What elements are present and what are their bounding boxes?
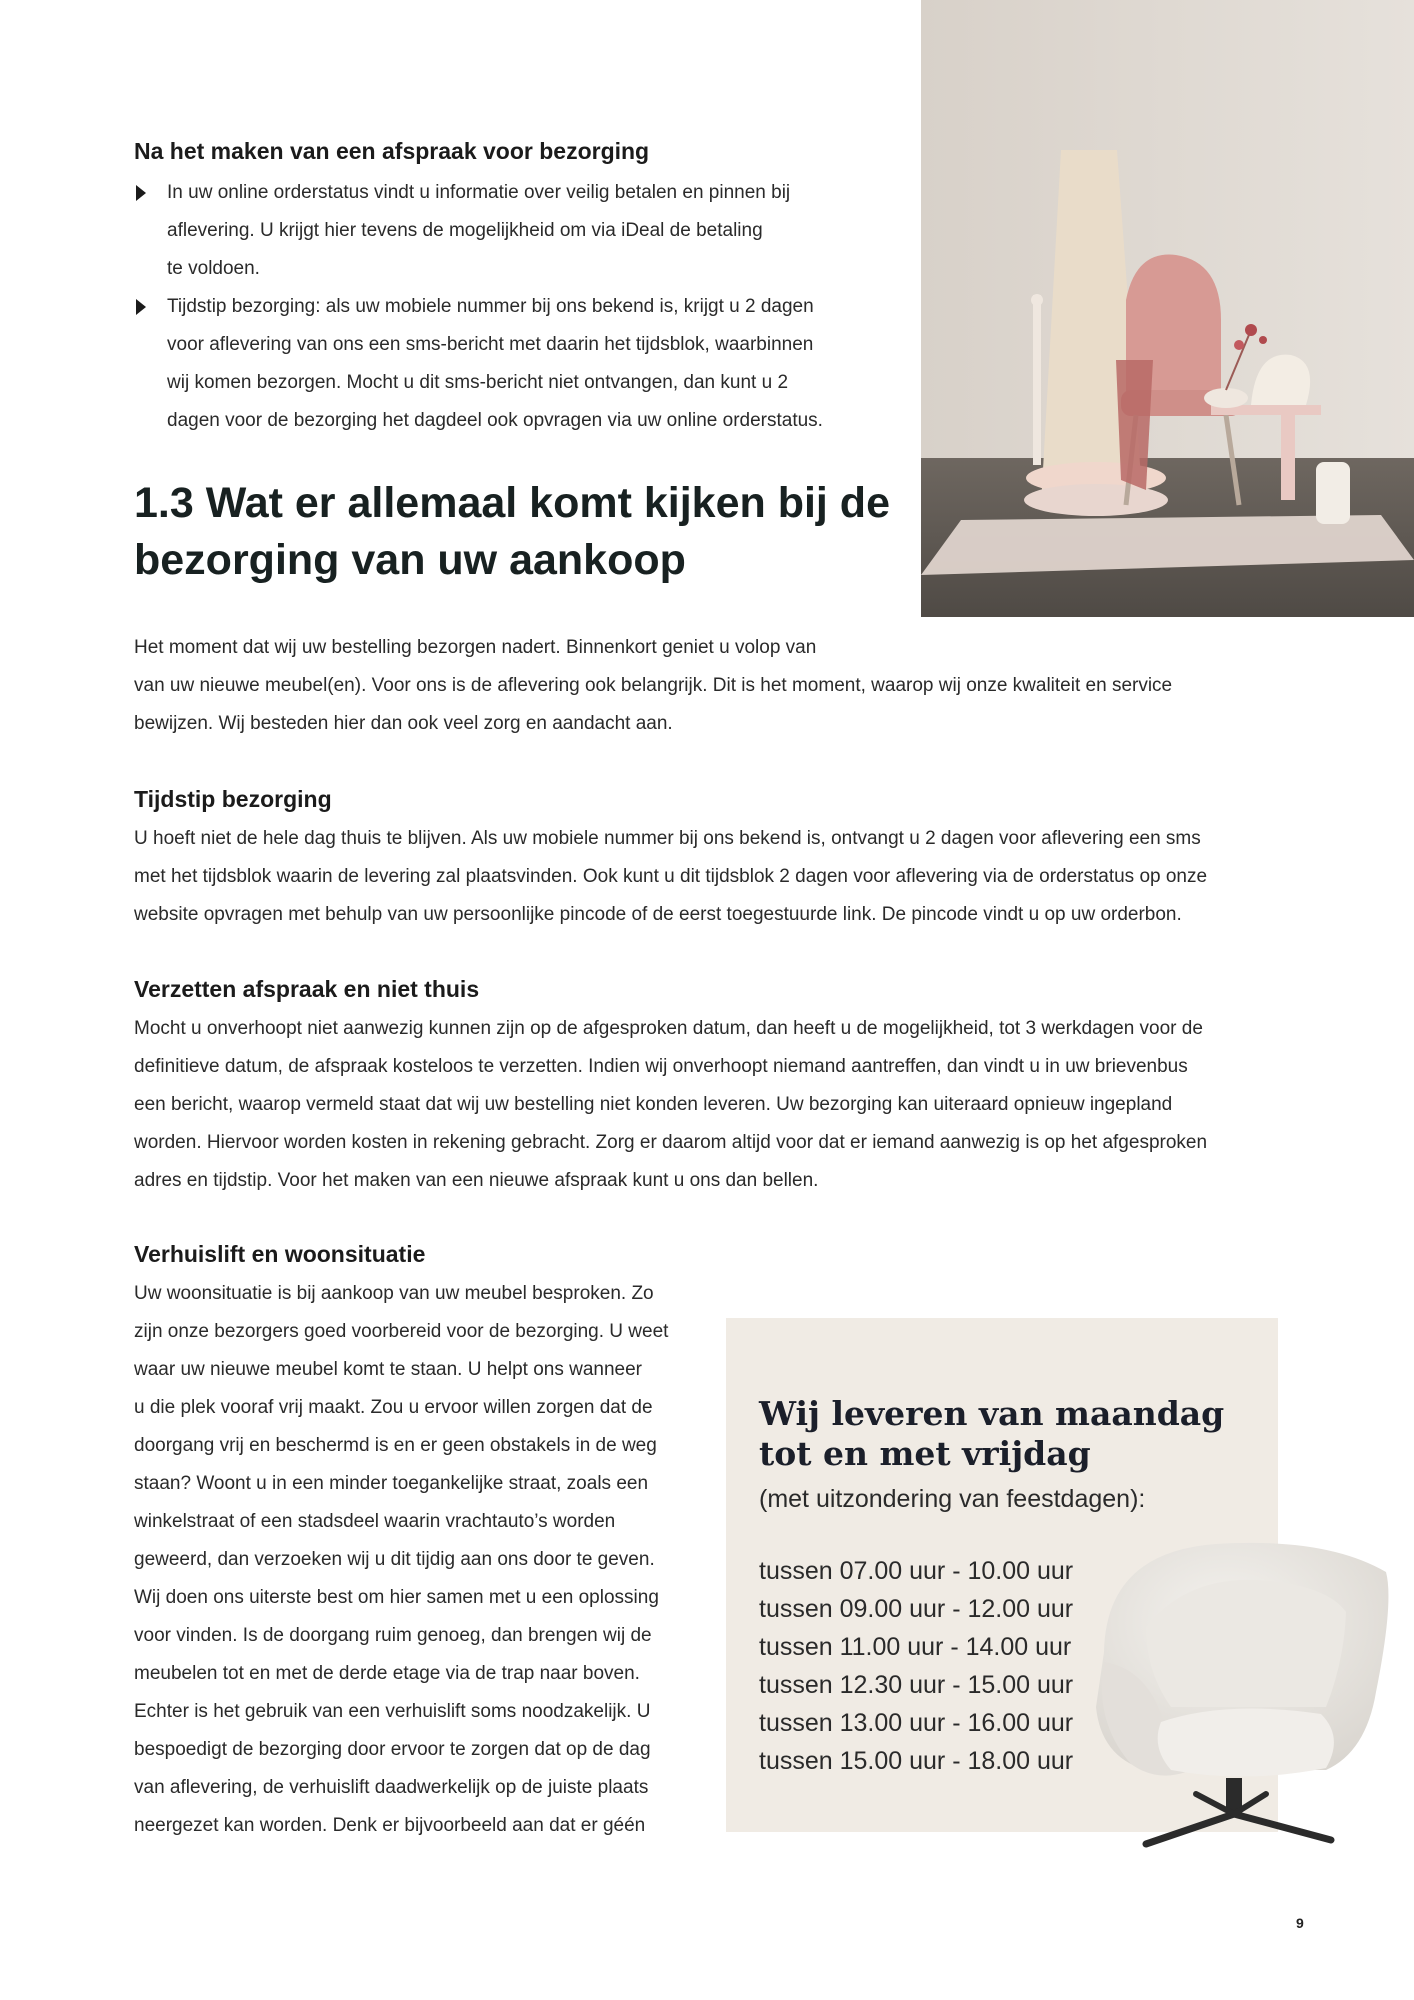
tijdstip-paragraph: U hoeft niet de hele dag thuis te blijven. Als uw mobiele nummer bij ons bekend is, ontvangt u 2 dagen voor aflevering een sms met het tijdsblok waarin de levering zal plaatsvinden. Ook kunt u dit tijdsblok 2 dagen voor aflevering via de orderstatus op onze website opvragen met behulp van uw persoonlijke pincode of de eerst toegestuurde link. De pincode vindt u op uw orderbon.: [134, 828, 1208, 925]
heading-tijdstip: Tijdstip bezorging: [134, 786, 332, 812]
triangle-bullet-icon: [136, 299, 146, 315]
time-slot: tussen 11.00 uur - 14.00 uur: [759, 1633, 1072, 1661]
after-appointment-bullets: [134, 174, 894, 440]
verzetten-paragraph: Mocht u onverhoopt niet aanwezig kunnen zijn op de afgesproken datum, dan heeft u de mogelijkheid, tot 3 werkdagen voor de definitieve datum, de afspraak kosteloos te verzetten. Indien wij onverhoopt niemand aantreffen, dan vindt u in uw brievenbus een bericht, waarop vermeld staat dat wij uw bestelling niet konden leveren. Uw bezorging kan uiteraard opnieuw ingepland worden. Hiervoor worden kosten in rekening gebracht. Zorg er daarom altijd voor dat er iemand aanwezig is op het afgesproken adres en tijdstip. Voor het maken van een nieuwe afspraak kunt u ons dan bellen.: [134, 1018, 1208, 1191]
time-slot: tussen 07.00 uur - 10.00 uur: [759, 1557, 1074, 1585]
armchair-image: [1076, 1532, 1396, 1854]
interior-photo: [921, 0, 1414, 617]
bullet-item: In uw online orderstatus vindt u informatie over veilig betalen en pinnen bij aflevering. U krijgt hier tevens de mogelijkheid om via iDeal de betaling te voldoen.: [134, 174, 894, 288]
heading-after-appointment: Na het maken van een afspraak voor bezorging: [134, 138, 650, 164]
time-slot: tussen 09.00 uur - 12.00 uur: [759, 1595, 1074, 1623]
holiday-note: (met uitzondering van feestdagen):: [759, 1485, 1146, 1513]
armchair-illustration: [1076, 1532, 1396, 1854]
time-slot: tussen 12.30 uur - 15.00 uur: [759, 1671, 1074, 1699]
time-slot: tussen 15.00 uur - 18.00 uur: [759, 1747, 1074, 1775]
time-slot: tussen 13.00 uur - 16.00 uur: [759, 1709, 1074, 1737]
interior-photo-illustration: [921, 0, 1414, 617]
chapter-title: 1.3 Wat er allemaal komt kijken bij de bezorging van uw aankoop: [134, 479, 890, 584]
page-number: 9: [1296, 1915, 1304, 1931]
bullet-item: Tijdstip bezorging: als uw mobiele nummer bij ons bekend is, krijgt u 2 dagen voor aflevering van ons een sms-bericht met daarin het tijdsblok, waarbinnen wij komen bezorgen. Mocht u dit sms-bericht niet ontvangen, dan kunt u 2 dagen voor de bezorging het dagdeel ook opvragen via uw online orderstatus.: [134, 288, 894, 440]
delivery-time-slots: [759, 1552, 1073, 1780]
intro-paragraph: Het moment dat wij uw bestelling bezorgen nadert. Binnenkort geniet u volop van van uw nieuwe meubel(en). Voor ons is de aflevering ook belangrijk. Dit is het moment, waarop wij onze kwaliteit en service bewijzen. Wij besteden hier dan ook veel zorg en aandacht aan.: [134, 637, 1173, 734]
delivery-days-title: Wij leveren van maandag tot en met vrijdag: [759, 1394, 1225, 1473]
triangle-bullet-icon: [136, 185, 146, 201]
verhuislift-paragraph: Uw woonsituatie is bij aankoop van uw meubel besproken. Zo zijn onze bezorgers goed voorbereid voor de bezorging. U weet waar uw nieuwe meubel komt te staan. U helpt ons wanneer u die plek vooraf vrij maakt. Zou u ervoor willen zorgen dat de doorgang vrij en beschermd is en er geen obstakels in de weg staan? Woont u in een minder toegankelijke straat, zoals een winkelstraat of een stadsdeel waarin vrachtauto’s worden geweerd, dan verzoeken wij u dit tijdig aan ons door te geven. Wij doen ons uiterste best om hier samen met u een oplossing voor vinden. Is de doorgang ruim genoeg, dan brengen wij de meubelen tot en met de derde etage via de trap naar boven. Echter is het gebruik van een verhuislift soms noodzakelijk. U bespoedigt de bezorging door ervoor te zorgen dat op de dag van aflevering, de verhuislift daadwerkelijk op de juiste plaats neergezet kan worden. Denk er bijvoorbeeld aan dat er géén: [134, 1283, 669, 1836]
heading-verhuislift: Verhuislift en woonsituatie: [134, 1241, 426, 1267]
heading-verzetten: Verzetten afspraak en niet thuis: [134, 976, 480, 1002]
